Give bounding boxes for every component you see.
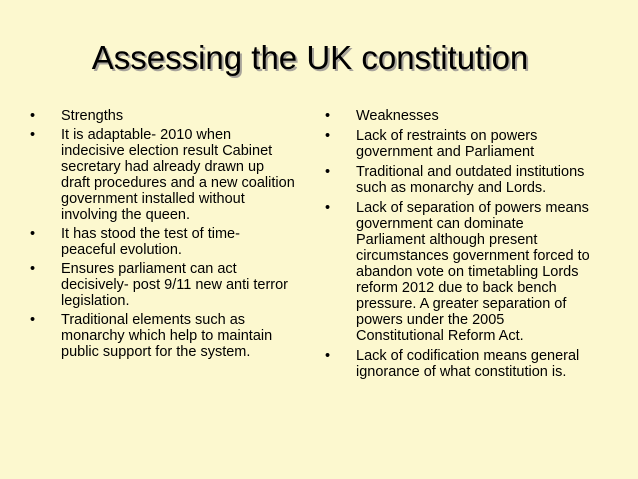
list-item-text: Lack of separation of powers means government can dominate Parliament although present circumstances government forced to abandon vote on timetabling Lords reform 2012 due to back bench pressure. A greater separation of powers under the 2005 Constitutional Reform Act. <box>356 200 590 344</box>
list-item-text: It has stood the test of time- peaceful evolution. <box>61 226 240 258</box>
bullet-icon: • <box>325 108 331 124</box>
bullet-icon: • <box>325 128 331 144</box>
list-item-text: Ensures parliament can act decisively- post 9/11 new anti terror legislation. <box>61 261 289 309</box>
list-item <box>325 108 593 124</box>
list-item-text: Lack of codification means general ignorance of what constitution is. <box>356 348 580 380</box>
bullet-icon: • <box>30 261 36 277</box>
list-item <box>325 200 593 344</box>
list-item-text: Strengths <box>61 108 124 124</box>
list-item <box>30 312 295 360</box>
bullet-icon: • <box>30 226 36 242</box>
strengths-list <box>30 108 295 363</box>
list-item-text: It is adaptable- 2010 when indecisive election result Cabinet secretary had already drawn up draft procedures and a new coalition government installed without involving the queen. <box>61 127 295 223</box>
list-item <box>30 108 295 124</box>
bullet-icon: • <box>325 164 331 180</box>
list-item <box>325 348 593 380</box>
list-item-text: Lack of restraints on powers government and Parliament <box>356 128 538 160</box>
bullet-icon: • <box>325 348 331 364</box>
slide-title: Assessing the UK constitution <box>91 39 529 76</box>
list-item-text: Weaknesses <box>356 108 439 124</box>
list-item <box>30 226 295 258</box>
bullet-icon: • <box>30 108 36 124</box>
bullet-icon: • <box>30 127 36 143</box>
list-item <box>325 128 593 160</box>
list-item-text: Traditional and outdated institutions such as monarchy and Lords. <box>356 164 585 196</box>
bullet-icon: • <box>325 200 331 216</box>
list-item <box>325 164 593 196</box>
list-item-text: Traditional elements such as monarchy which help to maintain public support for the system. <box>61 312 273 360</box>
list-item <box>30 261 295 309</box>
bullet-icon: • <box>30 312 36 328</box>
list-item <box>30 127 295 223</box>
weaknesses-list <box>325 108 593 384</box>
